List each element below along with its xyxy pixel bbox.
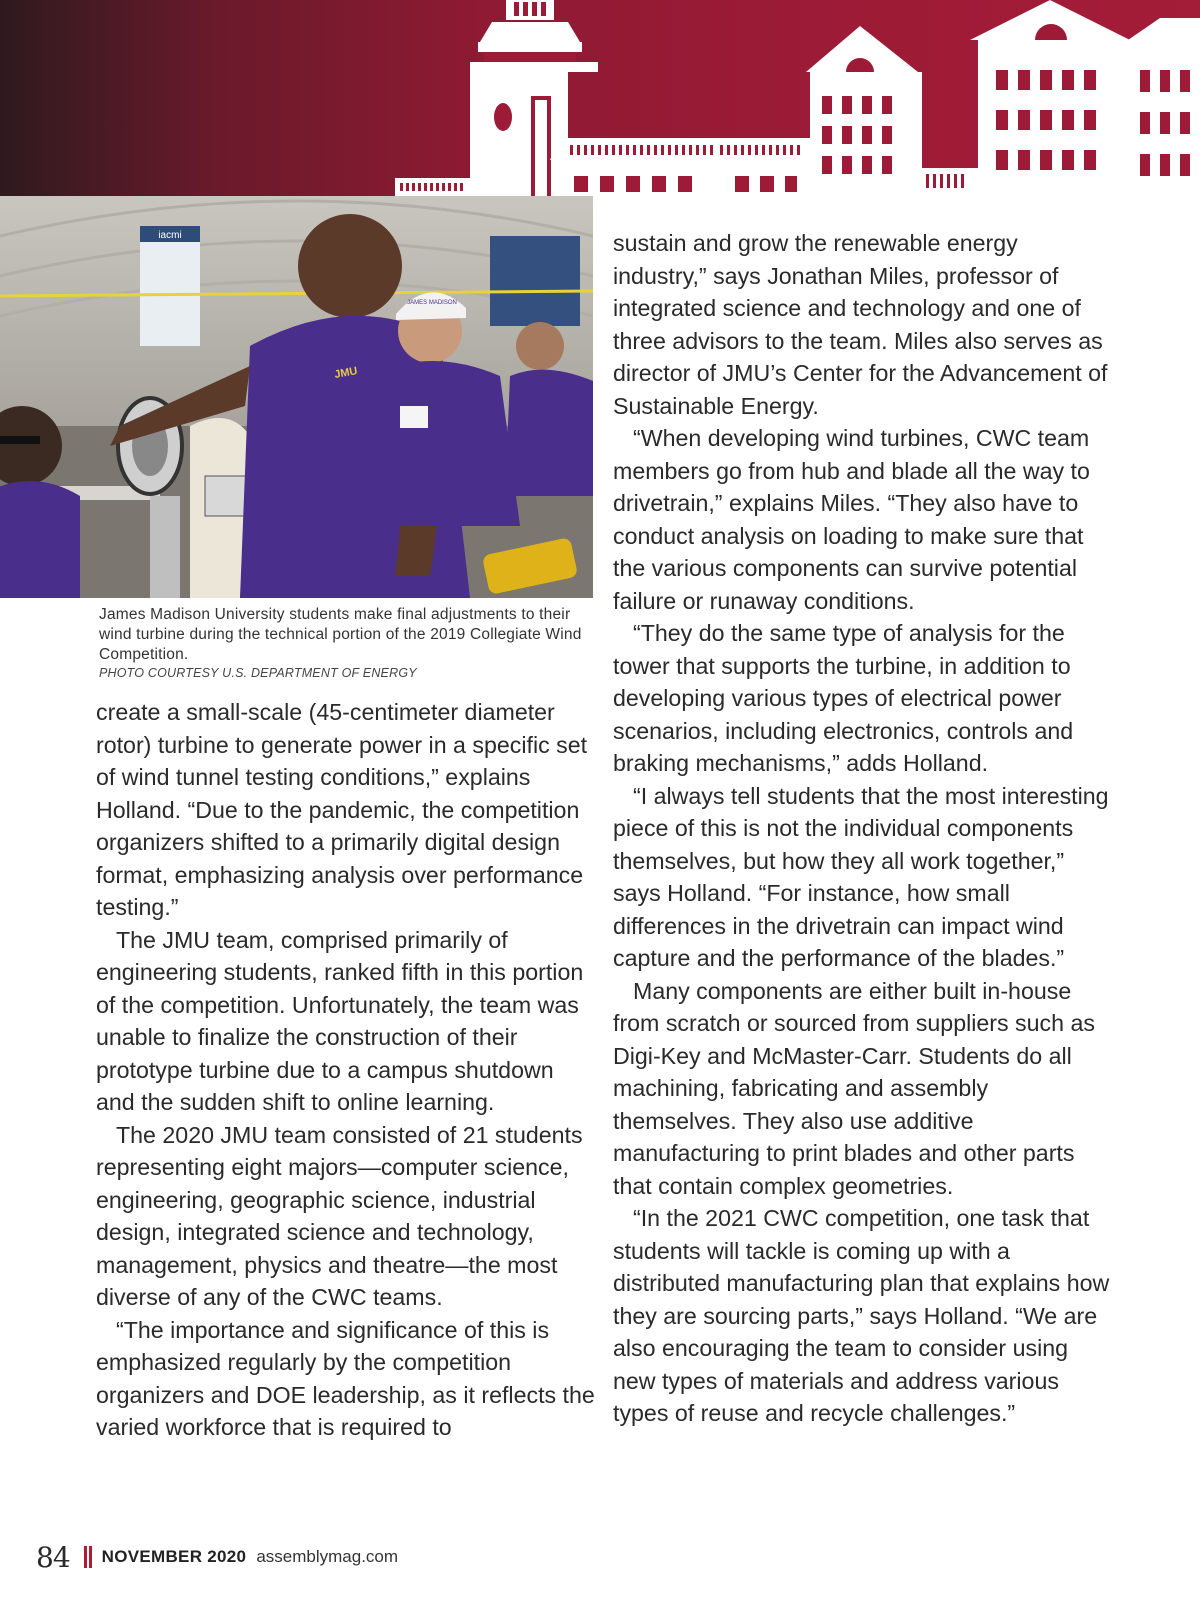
page-number: 84 — [36, 1540, 70, 1574]
article-left-column — [96, 696, 596, 1444]
photo-caption-text: James Madison University students make final adjustments to their wind turbine during the technical portion of the 2019 Collegiate Wind Competition. — [99, 606, 582, 663]
shirt-logo-text: JMU — [333, 365, 359, 381]
header-banner — [0, 0, 1200, 196]
article-paragraph: sustain and grow the renewable energy industry,” says Jonathan Miles, professor of integrated science and technology and one of three advisors to the team. Miles also serves as director of JMU’s Center for the Advancement of Sustainable Energy. — [613, 230, 1108, 419]
article-paragraph: “The importance and significance of this is emphasized regularly by the competition organizers and DOE leadership, as it reflects the varied workforce that is required to — [96, 1316, 595, 1440]
cap-logo-text: JAMES MADISON — [407, 300, 457, 306]
article-paragraph: “They do the same type of analysis for the tower that supports the turbine, in addition to developing various types of electrical power scenarios, including electronics, controls and braking mechanisms,” adds Holland. — [613, 620, 1074, 776]
campus-skyline-illustration — [0, 0, 1200, 196]
article-paragraph: create a small-scale (45-centimeter diameter rotor) turbine to generate power in a specific set of wind tunnel testing conditions,” explains Holland. “Due to the pandemic, the competition organizers shifted to a primarily digital design format, emphasizing analysis over performance testing.” — [96, 699, 588, 920]
article-paragraph: “I always tell students that the most interesting piece of this is not the individual components themselves, but how they all work together,” says Holland. “For instance, how small differences in the drivetrain can impact wind capture and the performance of the blades.” — [613, 782, 1109, 971]
photo-credit: PHOTO COURTESY U.S. DEPARTMENT OF ENERGY — [99, 666, 417, 680]
students-turbine-illustration — [0, 196, 593, 598]
article-paragraph: Many components are either built in-house from scratch or sourced from suppliers such as Digi-Key and McMaster-Carr. Students do all machining, fabricating and assembly themselves. They also use additive manufacturing to print blades and other parts that contain complex geometries. — [613, 977, 1095, 1199]
page-footer — [36, 1540, 398, 1574]
article-right-column — [613, 227, 1113, 1430]
article-paragraph: “When developing wind turbines, CWC team members go from hub and blade all the way to drivetrain,” explains Miles. “They also have to conduct analysis on loading to make sure that the various components can survive potential failure or runaway conditions. — [613, 425, 1090, 614]
website-link[interactable]: assemblymag.com — [256, 1547, 399, 1566]
footer-divider — [84, 1546, 92, 1568]
article-paragraph: The JMU team, comprised primarily of engineering students, ranked fifth in this portion of the competition. Unfortunately, the team was unable to finalize the construction of their prototype turbine due to a campus shutdown and the sudden shift to online learning. — [96, 926, 584, 1115]
photo-caption — [99, 605, 599, 682]
article-paragraph: “In the 2021 CWC competition, one task that students will tackle is coming up with a distributed manufacturing plan that explains how they are sourcing parts,” says Holland. “We are also encouraging the team to consider using new types of materials and address various types of reuse and recycle challenges.” — [613, 1205, 1110, 1426]
issue-date: NOVEMBER 2020 — [101, 1547, 247, 1566]
iacmi-banner-text: iacmi — [158, 230, 182, 241]
article-paragraph: The 2020 JMU team consisted of 21 students representing eight majors—computer science, engineering, geographic science, industrial design, integrated science and technology, management, physics and theatre—the most diverse of any of the CWC teams. — [96, 1121, 583, 1310]
article-photo — [0, 196, 593, 598]
